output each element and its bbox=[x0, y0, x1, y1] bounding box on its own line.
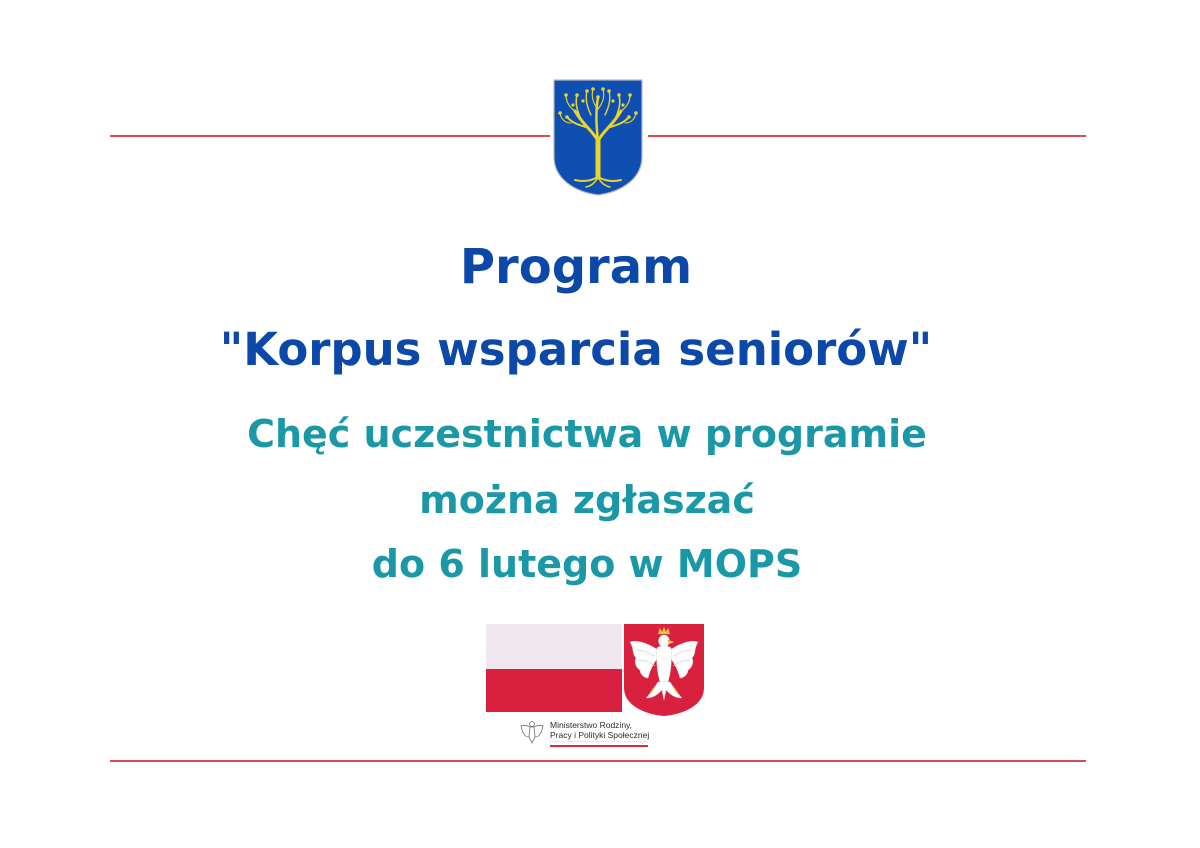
ministry-name bbox=[550, 720, 700, 740]
municipal-crest-icon bbox=[553, 79, 643, 196]
top-divider-left bbox=[110, 135, 550, 137]
ministry-underline bbox=[550, 741, 648, 747]
program-title: "Korpus wsparcia seniorów" bbox=[219, 323, 933, 376]
ministry-eagle-icon bbox=[520, 719, 544, 745]
white-eagle-shield-icon bbox=[624, 624, 704, 716]
flag-white-stripe bbox=[486, 624, 622, 669]
flag-red-stripe bbox=[486, 669, 622, 712]
top-divider-right bbox=[648, 135, 1086, 137]
ministry-name-line-1: Ministerstwo Rodziny, bbox=[550, 720, 633, 730]
ministry-name-line-2: Pracy i Polityki Społecznej bbox=[550, 730, 650, 740]
program-label: Program bbox=[459, 239, 693, 295]
announcement-line-2: można zgłaszać bbox=[419, 478, 755, 522]
announcement-line-3: do 6 lutego w MOPS bbox=[371, 542, 803, 586]
ministry-caption bbox=[520, 717, 704, 747]
ministry-logo bbox=[486, 624, 704, 752]
announcement-line-1: Chęć uczestnictwa w programie bbox=[247, 412, 927, 456]
bottom-divider bbox=[110, 760, 1086, 762]
